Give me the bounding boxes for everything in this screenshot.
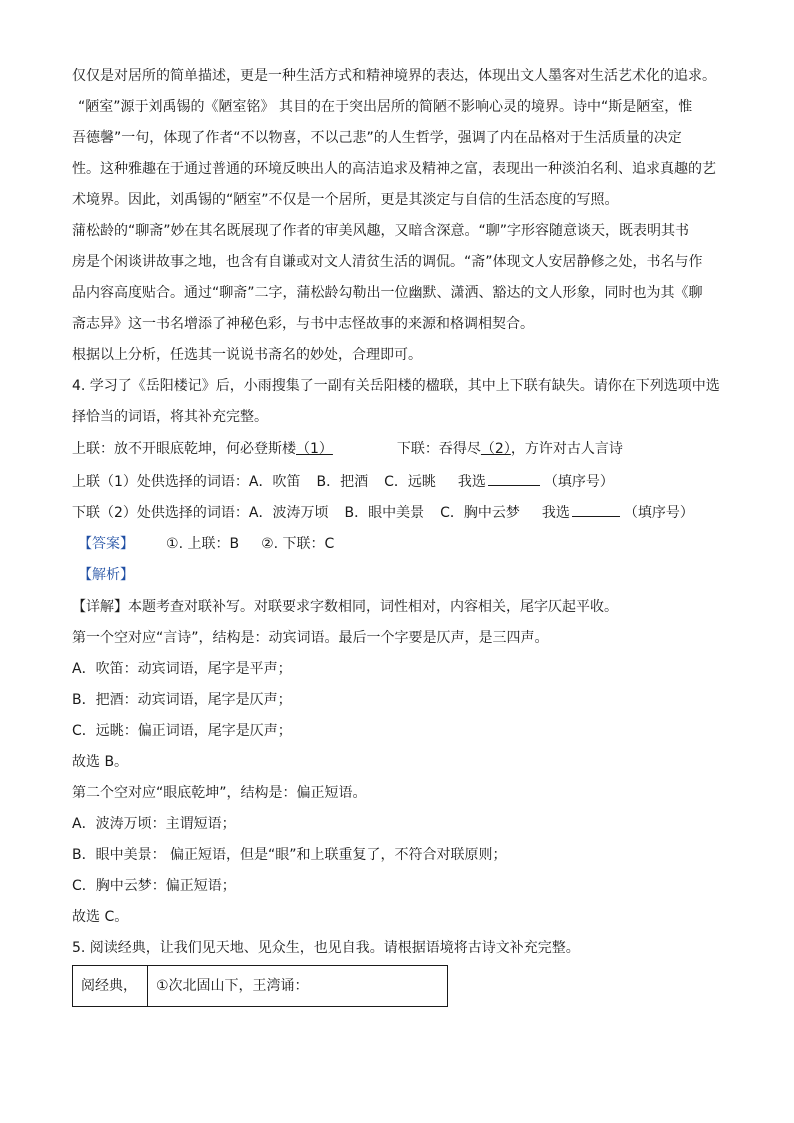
option2-b: B．眼中美景: [344, 505, 425, 521]
paragraph-line: 蒲松龄的“聊斋”妙在其名既展现了作者的审美风趣，又暗含深意。“聊”字形容随意谈天，既表明其书: [72, 223, 690, 239]
answer-label: 【答案】: [78, 536, 134, 552]
lower-blank: （2）: [480, 441, 511, 457]
explain-line: B．眼中美景： 偏正短语，但是“眼”和上联重复了，不符合对联原则；: [72, 847, 507, 863]
option2-choose: 我选: [541, 505, 570, 521]
option2-a: 下联（2）处供选择的词语：A．波涛万顷: [72, 505, 329, 521]
explain-line: C．胸中云梦：偏正短语；: [72, 878, 236, 894]
upper-blank: （1）: [296, 441, 333, 457]
option2-note: （填序号）: [623, 505, 694, 521]
paragraph-line: 根据以上分析，任选其一说说书斋名的妙处，合理即可。: [72, 347, 422, 363]
analysis-label: 【解析】: [78, 567, 134, 583]
paragraph-line: 术境界。因此，刘禹锡的“陋室”不仅是一个居所，更是其淡定与自信的生活态度的写照。: [72, 192, 619, 208]
explain-line: 第二个空对应“眼底乾坤”，结构是：偏正短语。: [72, 785, 367, 801]
paragraph-line: 品内容高度贴合。通过“聊斋”二字，蒲松龄勾勒出一位幽默、潇洒、豁达的文人形象，同时也为其《聊: [72, 285, 703, 301]
paragraph-line: “陋室”源于刘禹锡的《陋室铭》 其目的在于突出居所的简陋不影响心灵的境界。诗中“斯是陋室，惟: [78, 99, 693, 115]
paragraph-line: 房是个闲谈讲故事之地，也含有自谦或对文人清贫生活的调侃。“斋”体现文人安居静修之处，书名与作: [72, 254, 703, 270]
explain-line: 第一个空对应“言诗”，结构是：动宾词语。最后一个字要是仄声，是三四声。: [72, 630, 549, 646]
answer-line: [78, 534, 738, 554]
explain-line: A．吹笛：动宾词语，尾字是平声；: [72, 661, 292, 677]
option1-b: B．把酒: [316, 474, 369, 490]
answer-item2: . 下联：C: [273, 536, 335, 552]
detail-label: 【详解】: [72, 599, 128, 615]
table-cell-content: ①次北固山下，王湾诵：: [156, 978, 309, 994]
explain-line: A．波涛万顷：主谓短语；: [72, 816, 236, 832]
explain-line: B．把酒：动宾词语，尾字是仄声；: [72, 692, 292, 708]
paragraph-line: 斋志异》这一书名增添了神秘色彩，与书中志怪故事的来源和格调相契合。: [72, 316, 534, 332]
explain-line: C．远眺：偏正词语，尾字是仄声；: [72, 723, 292, 739]
detail-text: 本题考查对联补写。对联要求字数相同，词性相对，内容相关，尾字仄起平收。: [128, 599, 618, 615]
question-4-stem: 择恰当的词语，将其补充完整。: [72, 409, 268, 425]
couplet-upper: 上联：放不开眼底乾坤，何必登斯楼: [72, 441, 296, 457]
paragraph-line: 仅仅是对居所的简单描述，更是一种生活方式和精神境界的表达，体现出文人墨客对生活艺术化的追求。: [72, 68, 716, 84]
question-4-stem: 4. 学习了《岳阳楼记》后，小雨搜集了一副有关岳阳楼的楹联，其中上下联有缺失。请你在下列选项中选: [72, 378, 720, 394]
option1-c: C．远眺: [384, 474, 436, 490]
reading-table: [72, 965, 448, 1007]
answer-blank-2[interactable]: [572, 502, 620, 517]
option-line-2: [72, 502, 732, 523]
couplet-lower-suffix: ，方许对古人言诗: [510, 441, 623, 457]
paragraph-line: 吾德馨”一句，体现了作者“不以物喜，不以己悲”的人生哲学，强调了内在品格对于生活质量的决定: [72, 130, 682, 146]
table-cell-header: 阅经典，: [73, 966, 148, 1006]
explain-line: 故选 B。: [72, 754, 129, 770]
option1-choose: 我选: [457, 474, 486, 490]
paragraph-line: 性。这种雅趣在于通过普通的环境反映出人的高洁追求及精神之富，表现出一种淡泊名利、追求真趣的艺: [72, 161, 716, 177]
question-5-stem: 5. 阅读经典，让我们见天地、见众生，也见自我。请根据语境将古诗文补充完整。: [72, 940, 580, 956]
answer-item1: . 上联：B: [178, 536, 240, 552]
answer-item1-num: ①: [166, 536, 179, 552]
option1-note: （填序号）: [543, 474, 614, 490]
answer-item2-num: ②: [261, 536, 274, 552]
detail-line: [72, 597, 732, 617]
couplet-line: [72, 439, 732, 459]
answer-blank-1[interactable]: [488, 471, 540, 486]
option2-c: C．胸中云梦: [440, 505, 520, 521]
option1-a: 上联（1）处供选择的词语：A．吹笛: [72, 474, 301, 490]
couplet-lower: 下联：吞得尽: [396, 441, 481, 457]
explain-line: 故选 C。: [72, 909, 129, 925]
option-line-1: [72, 471, 732, 492]
